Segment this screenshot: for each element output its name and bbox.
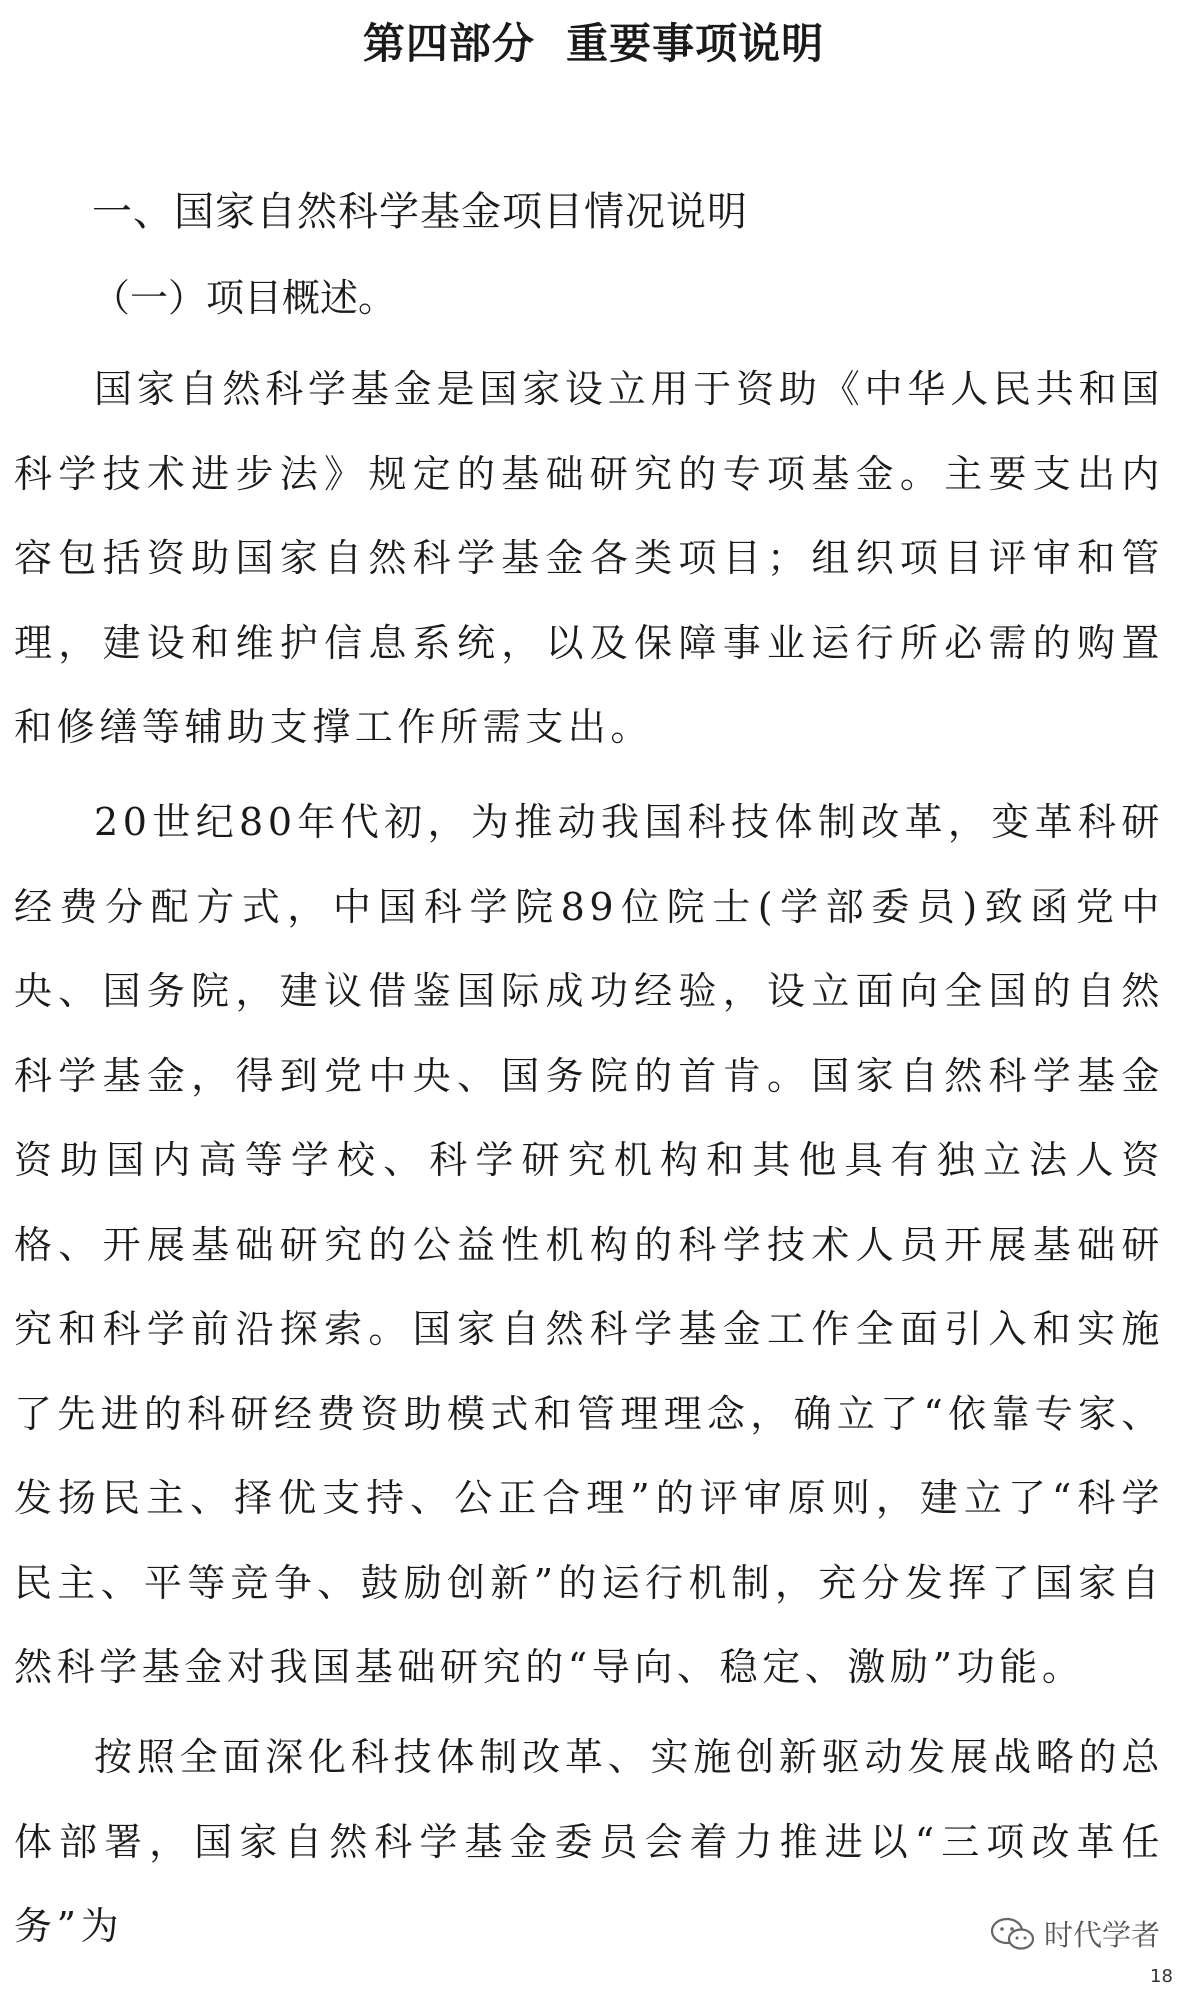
- wechat-icon: [990, 1916, 1036, 1952]
- watermark-text: 时代学者: [1044, 1918, 1161, 1952]
- section-heading: 一、国家自然科学基金项目情况说明: [92, 189, 748, 235]
- wechat-watermark: [990, 1913, 1160, 1954]
- page-number: 18: [1150, 1966, 1173, 1987]
- subsection-heading: （一）项目概述。: [92, 276, 397, 320]
- paragraph-history: 20世纪80年代初，为推动我国科技体制改革，变革科研经费分配方式，中国科学院89位院士(学部委员)致函党中央、国务院，建议借鉴国际成功经验，设立面向全国的自然科学基金，得到党中央、国务院的首肯。国家自然科学基金资助国内高等学校、科学研究机构和其他具有独立法人资格、开展基础研究的公益性机构的科学技术人员开展基础研究和科学前沿探索。国家自然科学基金工作全面引入和实施了先进的科研经费资助模式和管理理念，确立了“依靠专家、发扬民主、择优支持、公正合理”的评审原则，建立了“科学民主、平等竞争、鼓励创新”的运行机制，充分发挥了国家自然科学基金对我国基础研究的“导向、稳定、激励”功能。: [14, 800, 1164, 1689]
- paragraph-reform: 按照全面深化科技体制改革、实施创新驱动发展战略的总体部署，国家自然科学基金委员会着力推进以“三项改革任务”为: [14, 1735, 1164, 1948]
- page-title: 第四部分 重要事项说明: [362, 19, 825, 68]
- paragraph-overview: 国家自然科学基金是国家设立用于资助《中华人民共和国科学技术进步法》规定的基础研究的专项基金。主要支出内容包括资助国家自然科学基金各类项目；组织项目评审和管理，建设和维护信息系统，以及保障事业运行所必需的购置和修缮等辅助支撑工作所需支出。: [14, 367, 1164, 749]
